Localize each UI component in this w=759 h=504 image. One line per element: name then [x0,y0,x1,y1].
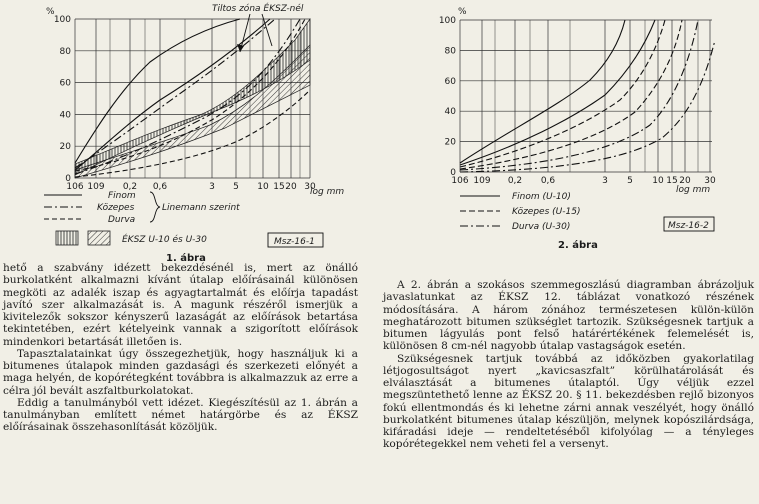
fig2-legend-finom: Finom (U-10) [512,192,571,202]
fig1-y-unit: % [46,7,55,17]
y-tick-label: 100 [438,16,456,26]
x-tick-label: 0,6 [540,176,556,186]
x-tick-label: 106 [66,182,84,192]
x-tick-label: 30 [704,176,716,186]
right-paragraph-1: A 2. ábrán a szokásos szemmegoszlású diagramban ábrázoljuk javaslatunkat az ÉKSZ 12. táblázat vonatkozó részének módosítására. A három zónához természetesen külön-külön meghatározott bitumen szükséglet tartozik. Szükségesnek tartjuk a bitumen lágyulás pont felső határértékének felemelését is, különösen 8 cm-nél nagyobb útalap vastagságok esetén. [383,279,754,353]
fig2-y-ticks [439,16,456,178]
figure-2-caption: 2. ábra [558,240,598,251]
x-tick-label: 0,2 [122,182,138,192]
fig1-code: Msz-16-1 [274,237,315,247]
fig1-legend-brace [150,192,160,222]
figure-1 [0,0,380,262]
figure-1-caption: 1. ábra [166,253,206,264]
fig1-legend-group: Linemann szerint [162,203,240,213]
figure-1-drawing [0,0,380,262]
fig1-legend-swatch-u30 [88,231,110,245]
y-tick-label: 20 [444,137,456,148]
fig2-curves [460,20,715,172]
x-tick-label: 20 [285,182,297,192]
y-tick-label: 80 [59,46,71,57]
left-paragraph-1: hető a szabvány idézett bekezdésénél is, mert az önálló burkolatként alkalmazni kívánt útalap előírásainál különösen megköti az adalék iszap és agyagtartalmát és előírja tapadást javító szer alkalmazását is. A magunk részéről ismerjük a kivitelezők sokszor kényszerű lazaságát az előírások betartása tekintetében, ezért kételyeink vannak a szigorított előírások mindenkori betartását illetően is. [3,262,358,348]
fig2-legend-kozepes: Közepes (U-15) [512,207,581,217]
fig1-x-unit: log mm [310,187,345,197]
figure-2-drawing [400,0,759,262]
fig1-legend-swatch-u10 [56,231,78,245]
fig2-legend-durva: Durva (U-30) [512,222,571,232]
y-tick-label: 60 [59,78,71,89]
x-tick-label: 109 [87,182,105,192]
fig1-legend-eksz: ÉKSZ U-10 és U-30 [122,235,207,245]
fig2-code: Msz-16-2 [668,221,709,231]
fig2-y-unit: % [458,7,467,17]
y-tick-label: 100 [53,15,71,25]
y-tick-label: 0 [65,174,71,184]
text-column-left [3,262,358,434]
x-tick-label: 10 [652,176,664,186]
x-tick-label: 109 [473,176,491,186]
x-tick-label: 15 [273,182,285,192]
fig1-legend [44,191,323,247]
x-tick-label: 0,2 [507,176,523,186]
fig2-grid [460,20,712,172]
y-tick-label: 0 [450,168,456,178]
fig2-curve-finom-lower [460,20,655,165]
y-tick-label: 60 [444,76,456,87]
x-tick-label: 3 [209,182,215,192]
fig2-legend [460,192,714,232]
fig1-y-ticks [54,15,71,184]
fig1-zone-label: Tiltos zóna ÉKSZ-nél [212,4,304,14]
right-paragraph-2: Szükségesnek tartjuk továbbá az időközben gyakorlatilag létjogosultságot nyert „kavicsaszfalt” körülhatárolását és elválasztását a bitumenes útalaptól. Úgy véljük ezzel megszüntethető lenne az ÉKSZ 20. § 11. bekezdésben rejlő bizonyos fokú ellentmondás és ki lehetne zárni annak veszélyét, hogy önálló burkolatként bitumenes útalap készüljön, melynek kopószilárdsága, kifáradási ideje — rendeltetéséből kifolyólag — a tényleges kopórétegekkel nem veheti fel a versenyt. [383,352,754,451]
y-tick-label: 40 [444,107,456,118]
left-paragraph-2: Tapasztalatainkat úgy összegezhetjük, hogy használjuk ki a bitumenes útalapok minden gazdasági és szerkezeti előnyét a maga helyén, de kopórétegként továbbra is alkalmazzuk az erre a célra jól bevált aszfaltburkolatokat. [3,347,358,397]
x-tick-label: 3 [602,176,608,186]
fig1-legend-durva: Durva [108,215,136,225]
x-tick-label: 5 [627,176,633,186]
x-tick-label: 30 [304,182,316,192]
fig1-x-ticks [66,182,316,192]
fig2-curve-kozepes-upper [460,20,665,167]
figure-2 [400,0,759,262]
fig1-legend-kozepes: Közepes [97,203,135,213]
y-tick-label: 40 [59,110,71,121]
fig2-x-unit: log mm [676,185,711,195]
x-tick-label: 5 [233,182,239,192]
left-paragraph-3: Eddig a tanulmányból vett idézet. Kiegészítésül az 1. ábrán a tanulmányban említett német határgörbe és az ÉKSZ előírásainak összehasonlítását közöljük. [3,396,358,434]
fig1-legend-finom: Finom [108,191,136,201]
x-tick-label: 106 [451,176,469,186]
fig2-curve-durva-upper [460,20,698,170]
x-tick-label: 10 [257,182,269,192]
x-tick-label: 15 [666,176,678,186]
x-tick-label: 20 [679,176,691,186]
text-column-right [383,279,754,451]
x-tick-label: 0,6 [152,182,168,192]
y-tick-label: 80 [444,46,456,57]
y-tick-label: 20 [59,142,71,153]
fig1-curve-finom-upper [75,19,240,163]
